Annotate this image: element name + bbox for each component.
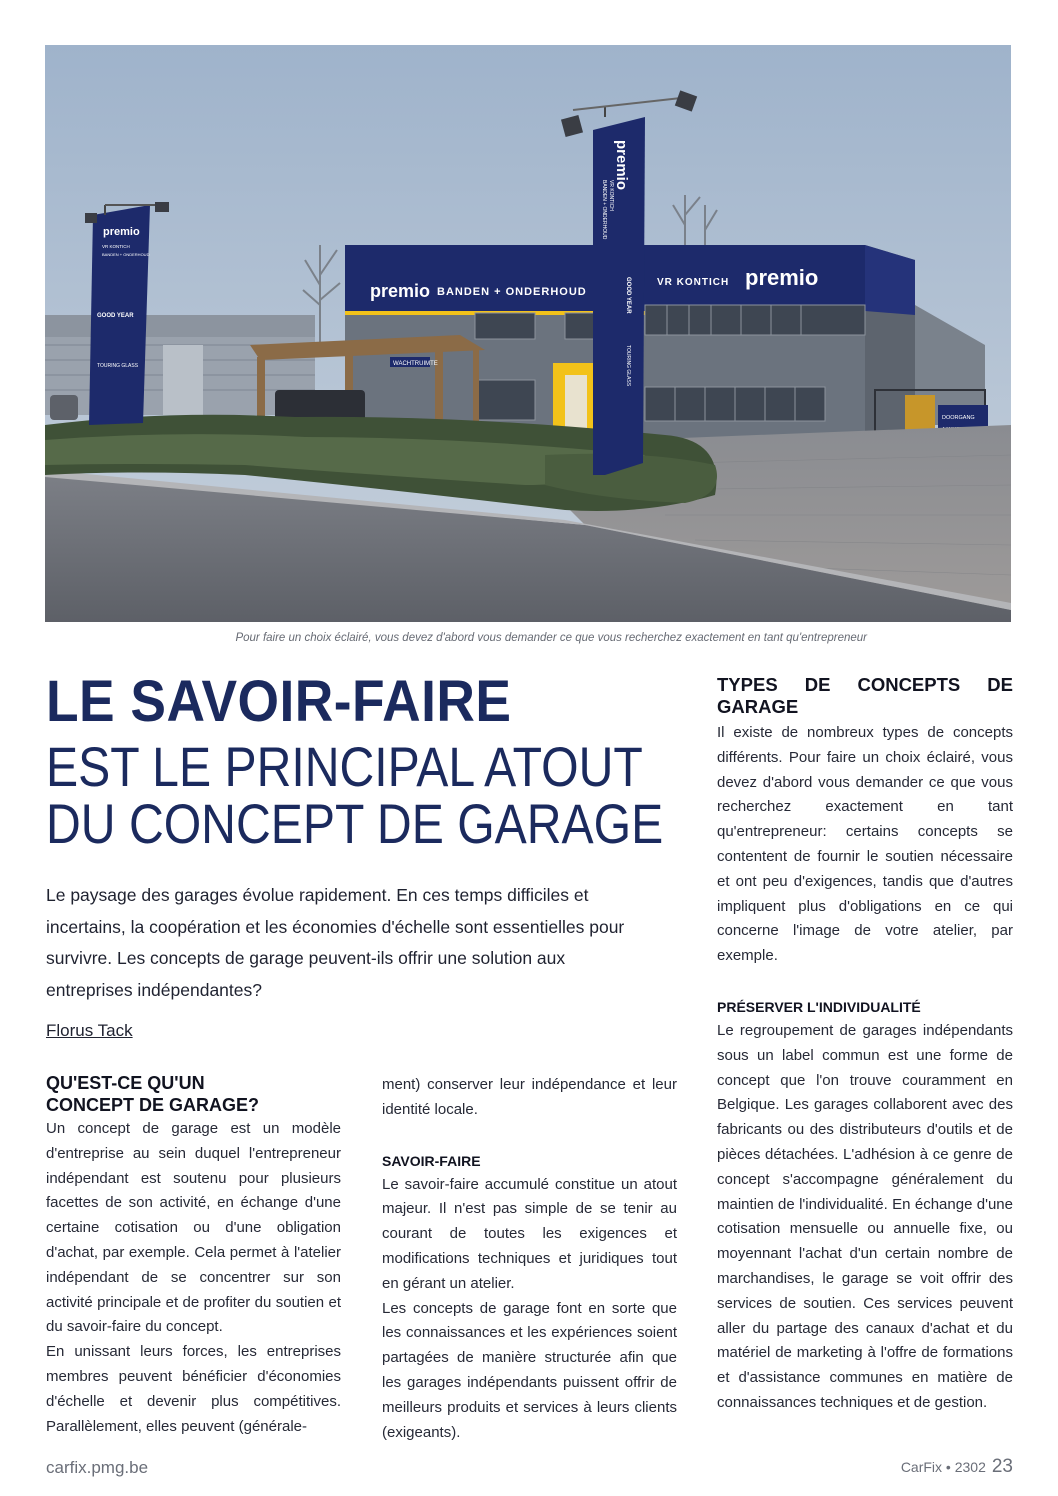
photo-caption: Pour faire un choix éclairé, vous devez d'abord vous demander ce que vous recherchez exactement en tant qu'entrepreneur xyxy=(235,632,867,644)
col2-paragraph-3: Les concepts de garage font en sorte que les connaissances et les expériences soient partagées de manière structurée afin que les garages indépendants puissent offrir de meilleurs produits et services à leurs clients (exigeants). xyxy=(382,1299,677,1441)
pylon-right-line-2: BANDEN + ONDERHOUD xyxy=(601,180,607,240)
facade-left-brand: premio xyxy=(370,281,431,301)
col2-paragraph-2: Le savoir-faire accumulé constitue un atout majeur. Il n'est pas simple de se tenir au courant de toutes les exigences et modifications techniques et juridiques tout en gérant un atelier. xyxy=(382,1175,677,1292)
section-heading-line-2: CONCEPT DE GARAGE? xyxy=(46,1095,260,1115)
garage-photo xyxy=(45,45,1011,622)
facade-right-brand: premio xyxy=(745,265,819,290)
col1-paragraph-1: Un concept de garage est un modèle d'entreprise au sein duquel l'entrepreneur indépendant est soutenu pour plusieurs facettes de son activité, en échange d'une certaine cotisation ou d'une obligation d'achat, par exemple. Cela permet à l'atelier indépendant de se concentrer sur son activité principale et de profiter du soutien et du savoir-faire du concept. xyxy=(46,1120,341,1336)
wachtruimte-sign: WACHTRUIMTE xyxy=(393,361,438,367)
pylon-right-touring: TOURING GLASS xyxy=(625,345,631,387)
section-heading-savoir-faire: SAVOIR-FAIRE xyxy=(382,1152,481,1169)
pylon-right-brand: premio xyxy=(613,140,630,191)
footer-issue-block xyxy=(901,1456,1013,1478)
col2-paragraph-1: ment) conserver leur indépendance et leur identité locale. xyxy=(382,1076,677,1118)
headline-sub-line-1: EST LE PRINCIPAL ATOUT xyxy=(46,735,643,798)
pylon-right-goodyear: GOOD YEAR xyxy=(625,277,631,314)
col1-paragraph-2: En unissant leurs forces, les entreprises membres peuvent bénéficier d'économies d'échelle et devenir plus compétitives. Parallèlement, elles peuvent (générale- xyxy=(46,1343,341,1435)
pylon-right-line-1: VR KONTICH xyxy=(608,180,614,211)
section-heading-types: TYPES DE CONCEPTS DE GARAGE xyxy=(717,674,1013,717)
section-heading-line-1: QU'EST-CE QU'UN xyxy=(46,1073,205,1093)
column-3 xyxy=(717,674,1013,1416)
facade-right-prefix: VR KONTICH xyxy=(657,277,730,288)
pylon-left-brand: premio xyxy=(103,226,140,238)
pylon-left-goodyear: GOOD YEAR xyxy=(97,313,134,319)
pylon-left-line-2: BANDEN + ONDERHOUD xyxy=(102,252,150,257)
column-1 xyxy=(46,1072,341,1439)
section-heading-individualite: PRÉSERVER L'INDIVIDUALITÉ xyxy=(717,998,921,1015)
page-number: 23 xyxy=(991,1456,1013,1477)
footer-issue: CarFix • 2302 xyxy=(900,1459,986,1475)
headline-sub-line-2: DU CONCEPT DE GARAGE xyxy=(46,792,664,855)
section-heading-what-is xyxy=(46,1072,341,1116)
col3-paragraph-1: Il existe de nombreux types de concepts différents. Pour faire un choix éclairé, vous devez d'abord vous demander ce que vous recherchez exactement en tant qu'entrepreneur: certains concepts se contentent de fournir le soutien nécessaire et ont peu d'exigences, tandis que d'autres impliquent plus d'obligations en ce qui concerne l'image de votre atelier, par exemple. xyxy=(717,724,1013,965)
intro-paragraph: Le paysage des garages évolue rapidement. En ces temps difficiles et incertains, la coopération et les économies d'échelle sont essentielles pour survivre. Les concepts de garage peuvent-ils offrir une solution aux entreprises indépendantes? xyxy=(46,885,625,1000)
column-2 xyxy=(382,1073,677,1445)
author-byline: Florus Tack xyxy=(46,1021,133,1040)
footer-url[interactable]: carfix.pmg.be xyxy=(46,1458,149,1477)
direction-sign-1: DOORGANG xyxy=(942,415,975,421)
facade-left-text: BANDEN + ONDERHOUD xyxy=(437,286,587,298)
pylon-left-line-1: VR KONTICH xyxy=(102,244,130,249)
col3-paragraph-2: Le regroupement de garages indépendants sous un label commun est une forme de concept que l'on trouve couramment en Belgique. Les garages collaborent avec des fabricants ou des distributeurs d'outils et de pièces détachées. L'adhésion à ce genre de concept s'accompagne généralement du maintien de l'individualité. En échange d'une cotisation mensuelle ou annuelle fixe, ou moyennant l'achat d'un certain nombre de marchandises, le garage se voit offrir des services de soutien. Ces services peuvent aller du partage des canaux d'achat et du matériel de marketing à l'offre de formations et d'assistance communes en matière de connaissances techniques et de gestion. xyxy=(717,1021,1013,1411)
pylon-left-touring: TOURING GLASS xyxy=(97,363,139,369)
headline-main: LE SAVOIR-FAIRE xyxy=(46,669,512,734)
